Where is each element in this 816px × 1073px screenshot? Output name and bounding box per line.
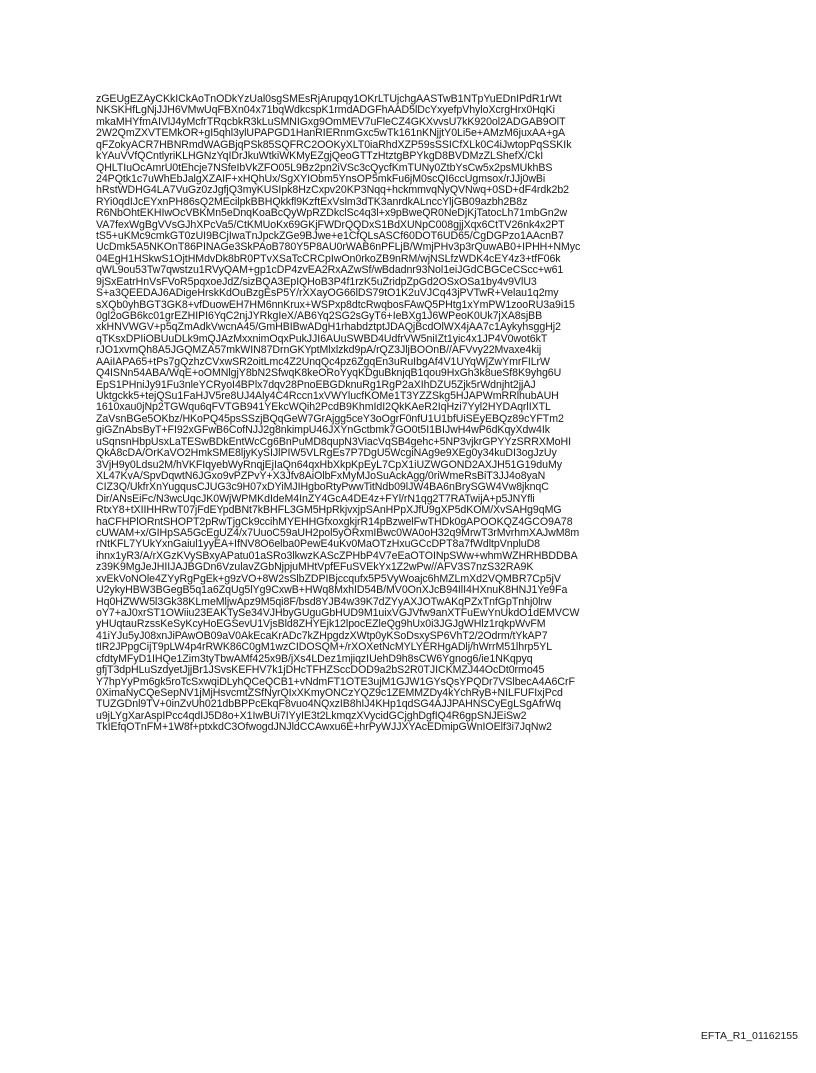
encoded-text-line: R6NbOhtEKHIwOcVBKMn5eDnqKoaBcQyWpRZDkclSc4q3l+x9pBweQR0NeDjKjTatocLh71mbGn2w [96, 207, 568, 220]
encoded-text-line: gfjT3dpHLuSzdyetJjjBr1JSvsKEFHV7k1jDHcTFHZSccDOD9a2bS2R0TJICKMZJ44OcDt0rmo45 [96, 664, 545, 677]
encoded-text-line: S+a3QEEDAJ6ADigeHrskKdOuBzgEsP5Y/rXXayOG66lDS79tO1K2uVJCq43jPVTwR+Velau1q2my [96, 287, 559, 300]
encoded-text-line: VA7fexWgBgVVsGJhXPcVa5/CtKMUoKx69GKjFWDrQQDxS1BdXUNpC008gjjXqx6CtTV26nk4x2PT [96, 218, 565, 231]
encoded-text-line: Hq0HZWW5l3Gk38KLmeMljwApz9M5qi8F/bsd8YJB4w39K7dZYyAXJOTwAKqPZxTnfGpTnhj0lrw [96, 595, 552, 608]
encoded-text-line: rJO1xvmQh8A5JGQMZA57mkWIN87DrnGKYptMlxlzkd9pA/rQZ3JljBOOnB//AFVvy22Mvaxe4kij [96, 344, 542, 357]
encoded-text-block [96, 94, 736, 734]
document-id-footer: EFTA_R1_01162155 [700, 1030, 798, 1042]
encoded-text-line: UcDmk5A5NKOnT86PINAGe3SkPAoB780Y5P8AU0rWAB6nPFLjB/WmjPHv3p3rQuwAB0+IPHH+NMyc [96, 241, 581, 254]
encoded-text-line: QHLTIuOcAmrU0tEhcje7NSfeIbVkZFO05L9Bz2pn2iVSc3cQycfKmTUNy0ZtbYsCw5x2psMUkhBS [96, 161, 553, 174]
encoded-text-line: tS5+uKMc9cmkGT0zUI9BCjIwaTnJpckZGe9BJwe+e1CfQLsASCf60DOT6UD65/CgDGPzo1AAcnB7 [96, 230, 564, 243]
encoded-text-line: U2ykyHBW3BGegB5q1a6ZqUg5lYg9CxwB+HWq8MxhID54B/MV0OnXJcB94IlI4HXnuK8HNJ1Ye9Fa [96, 584, 568, 597]
encoded-text-line: 3VjH9y0Ldsu2M/hVKFIqyebWyRnqjEjIaQn64qxHbXkpKpEyL7CpX1iUZWGOND2AXJH51G19duMy [96, 458, 562, 471]
encoded-text-line: rNtKFL7YUkYxnGaiul1yyEA+IfNV8O6elba0PewE4uKv0MaOTzHxuGCcDPT8a7fWdltpVnpluD8 [96, 538, 541, 551]
encoded-text-line: zGEUgEZAyCKkICkAoTnODkYzUal0sgSMEsRjArupqy1OKrLTUjchgAASTwB1NTpYuEDnIPdR1rWt [96, 93, 562, 105]
encoded-text-line: AAiIAPA65+tPs7gQzhzCVxwSR2oitLmc4Z2UnqQc4pz6ZgqEn3uRuIbgAf4V1UYqWjZwYmrFILrW [96, 355, 550, 368]
encoded-text-line: RtxY8+tXIIHHRwT07jFdEYpdBNt7kBHFL3GM5HpRkjvxjpSAnHPpXJfU9gXP5dKOM/XvSAHg9qMG [96, 504, 562, 517]
encoded-text-line: uSqnsnHbpUsxLaTESwBDkEntWcCg6BnPuMD8qupN3ViacVqSB4gehc+5NP3vjkrGPYYzSRRXMoHI [96, 435, 571, 448]
encoded-text-line: qWL9ou53Tw7qwstzu1RVyQAM+gp1cDP4zvEA2RxAZwSf/wBdadnr93Nol1eiJGdCBGCeCScc+w61 [96, 264, 564, 277]
encoded-text-line: kYAuVVfQCntlyriKLHGNzYqIDrJkuWtkiWKMyEZgjQeoGTTzHtztgBPYkgD8BVDMzZLShefX/CkI [96, 150, 544, 163]
encoded-text-line: z39K9MgJeJHIIJAJBGDn6VzulavZGbNjpjuMHtVpfEFuSVEkYx1Z2wPw//AFV3S7nzS32RA9K [96, 561, 534, 574]
encoded-text-line: 2W2QmZXVTEMkOR+gI5qhl3ylUPAPGD1HanRIERnmGxc5wTk161nKNjjtY0Li5e+AMzM6juxAA+gA [96, 127, 566, 140]
encoded-text-line: 0XimaNyCQeSepNV1jMjHsvcmtZSfNyrQIxXKmyONCzYQZ9c1ZEMMZDy4kYchRyB+NILFUFIxjPcd [96, 686, 563, 699]
encoded-text-line: EpS1PHniJy91Fu3nleYCRyoI4BPlx7dqv28PnoEBGDknuRg1RgP2aXIhDZU5Zjk5rWdnjht2jjAJ [96, 378, 536, 391]
encoded-text-line: RYi0qdIJcEYxnPH86sQ2MEcilpkBBHQkkfl9KzftExVslm3dTK3anrdkALnccYljGB09azbh2B8z [96, 195, 528, 208]
encoded-text-line: 1610xau0jNp2TGWqu6qFVTGB941YEkcWQih2PcdB9KhmIdI2QkKAeR2IqHzi7Yyl2HYDAqrlIXTL [96, 401, 551, 414]
encoded-text-line: mkaMHYfmAIVlJ4yMcfrTRqcbkR3kLuSMNIGxg9OmMEV7uFleCZ4GKXvvsU7kK920ol2ADGAB9OlT [96, 115, 566, 128]
encoded-text-line: u9jLYgXarAspIPcc4qdIJ5D8o+X1IwBUi7IYyIE3t2LkmqzXVycidGCjghDgfIQ4R6gpSNJEiSw2 [96, 709, 527, 722]
encoded-text-line: Dir/ANsEiFc/N3wcUqcJK0WjWPMKdIdeM4InZY4GcA4DE4z+FYl/rN1qg2T7RATwijA+p5JNYfli [96, 492, 535, 505]
encoded-text-line: ihnx1yR3/A/rXGzKVySBxyAPatu01aSRo3lkwzKAScZPHbP4V7eEaOTOINpSWw+whmWZHRHBDDBA [96, 549, 578, 562]
encoded-text-line: QkA8cDA/OrKaVO2HmkSME8ljyKySIJlPIW5VLRgEs7P7DgU5WcgiNAg9e9XEg0y34kuDI3ogJzUy [96, 447, 557, 460]
encoded-text-line: NKSKHfLgNjJJH6VMwUqFBXn04x71bqWdkcspK1rmdADGFhAAD5lDcYxyefpVhyloXcrgHrx0HqKi [96, 104, 555, 117]
encoded-text-line: 0gl2oGB6kc01grEZHIPI6YqC2njJYRkgIeX/AB6Yq2SG2sGyT6+IeBXg1J6WPeoK0Uk7jXA8sjBB [96, 310, 543, 323]
encoded-text-line: 41iYJu5yJ08xnJiPAwOB09aV0AkEcaKrADc7kZHpgdzXWtp0yKSoDsxySP6VhT2/2Odrm/tYkAP7 [96, 629, 548, 642]
encoded-text-line: cfdtyMFyD1IHQe1Zim3tyTbwAMf425x9B/jXs4LDez1mjiqzIUehD9h8sCW6Ygnog6/ie1NKqpyq [96, 652, 533, 665]
encoded-text-line: giGZnAbsByT+FI92xGFwB6CofNJJ2g8nkimpU46JXYnGctbmk7GO0t5I1BIJwH4wP6dKqyXdw4Ik [96, 424, 550, 437]
encoded-text-line: yHUqtauRzssKeSyKcyHoEGSevU1VjsBld8ZHYEjk12lpocEZleQg9hUx0i3JGJgWHlz1rqkpWvFM [96, 618, 546, 631]
encoded-text-line: TkIEfqOTnFM+1W8f+ptxkdC3OfwogdJNJldCCAwxu6E+hrPyWJJXYAcEDmipGWnIOElf3i7JqNw2 [96, 721, 552, 734]
encoded-text-line: tIR2JPpgCijT9pLW4p4rRWK86C0gM1wzCIDOSQM+/rXOXetNcMYLYERHgADlj/hWrrM51lhrp5YL [96, 641, 553, 654]
encoded-text-line: qFZokyACR7HBNRmdWAGBjqPSk85SQFRC2OOKyXLT0iaRhdXZP59sSSICfXLk0C4iJwtopPqSSKIk [96, 138, 572, 151]
encoded-text-line: oY7+aJ0xrST1OWiiu23EAKTySe34VJHbyGUguGbHUD9M1uixVGJVfw9anXTFuEwYnUkdO1dEMVCW [96, 606, 580, 619]
encoded-text-line: 24PQtk1c7uWhEbJalgXZAIF+xHQhUx/SgXYIObm5YnsOP5mkFu6jM0scQI6ccUgmsox/rJJj0wBi [96, 172, 546, 185]
encoded-text-line: 9jSxEatrHnVsFVoR5pqxoeJdZ/sizBQA3EpIQHoB3P4f1rzK5uZridpZpGd2OSxOSa1by4v9VlU3 [96, 275, 537, 288]
encoded-text-line: cUWAM+x/GIHpSA5GcEgUZ4/x7UuoC59aUH2pol5yORxmIBwc0WA0oH32q9MrwT3rMvrhmXAJwM8m [96, 527, 580, 540]
encoded-text-line: sXQb0yhBGT3GK8+vfDuowEH7HM6nnKrux+WSPxp8dtcRwqbosFAwQ5PHtg1xYmPW1zooRU3a9i15 [96, 298, 575, 311]
encoded-text-line: Y7hpYyPm6gk5roTcSxwqiDLyhQCeQCB1+vNdmFT1OTE3ujM1GJW1GYsQsYPQDr7VSlbecA4A6CrF [96, 675, 575, 688]
encoded-text-line: Q4ISNn54ABA/WqE+oOMNlgjY8bN2SfwqK8keORoYyqKDguBknjqB1qou9HxGh3k8ueSf8K9yhg6U [96, 367, 562, 380]
encoded-text-line: xkHNVWGV+p5qZmAdkVwcnA45/GmHBIBwADgH1rhabdztptJDAQjBcdOlWX4jAA7c1AykyhsggHj2 [96, 321, 561, 334]
encoded-text-line: haCFHPlORntSHOPT2pRwTjgCk9ccihMYEHHGfxoxgkjrR14pBzwelFwTHDk0gAPOOKQZ4GCO9A78 [96, 515, 573, 528]
encoded-text-line: TUZGDnl9TV+0inZvUh021dbBPPcEkqF8vuo4NQxzIB8hIJ4KHp1qdSG4AJJPAHNSCyEgLSgAfrWq [96, 698, 561, 711]
encoded-text-line: Uktgckk5+tejQSu1FaHJV5re8UJ4Aly4C4Rccn1xVWYlucfKOMe1T3YZZSkg5HJAPWmRRlhubAUH [96, 389, 559, 402]
encoded-text-line: CIZ3Q/UkfrXnYugqusCJUG3c9H07xDYiMJIHgboRtyPwwTitNdb09lJW4BA6nBrySGW4Vw8jknqC [96, 481, 549, 494]
encoded-text-line: XL47KvA/SpvDqwtN6JGxo9vPZPvY+X3Jfv8AiOlbFxMyMJoSuAckAgg/0riWmeRsBiT3JJ4o8yaN [96, 469, 546, 482]
encoded-text-line: ZaVsnBGe5OKbz/HKoPQ45psSSzjBQqGeW7GrAjgg5ceY3oOgrF0nfU1U1bfUiSEyEBQz89cYFTm2 [96, 412, 564, 425]
encoded-text-line: qTKsxDPIiOBUuDLk9mQJAzMxxnimOqxPukJJI6AUuSWBD4UdfrVW5niIZt1yic4x1JP4V0wot6kT [96, 332, 548, 345]
encoded-text-line: 04EgH1HSkwS1OjtHMdvDk8bR0PTvXSaTcCRCpIwOn0rkoZB9nRM/wjNSLfzWDK4cEY4z3+tfF06k [96, 252, 561, 265]
encoded-text-line: xvEkVoNOle4ZYyRgPgEk+g9zVO+8W2sSlbZDPIBjccqufx5P5VyWoajc6hMZLmXd2VQMBR7Cp5jV [96, 572, 561, 585]
encoded-text-line: hRstWDHG4LA7VuGz0zJgfjQ3myKUSIpk8HzCxpv20KP3Nqq+hckmmvqNyQVNwq+0SD+dF4rdk2b2 [96, 184, 570, 197]
